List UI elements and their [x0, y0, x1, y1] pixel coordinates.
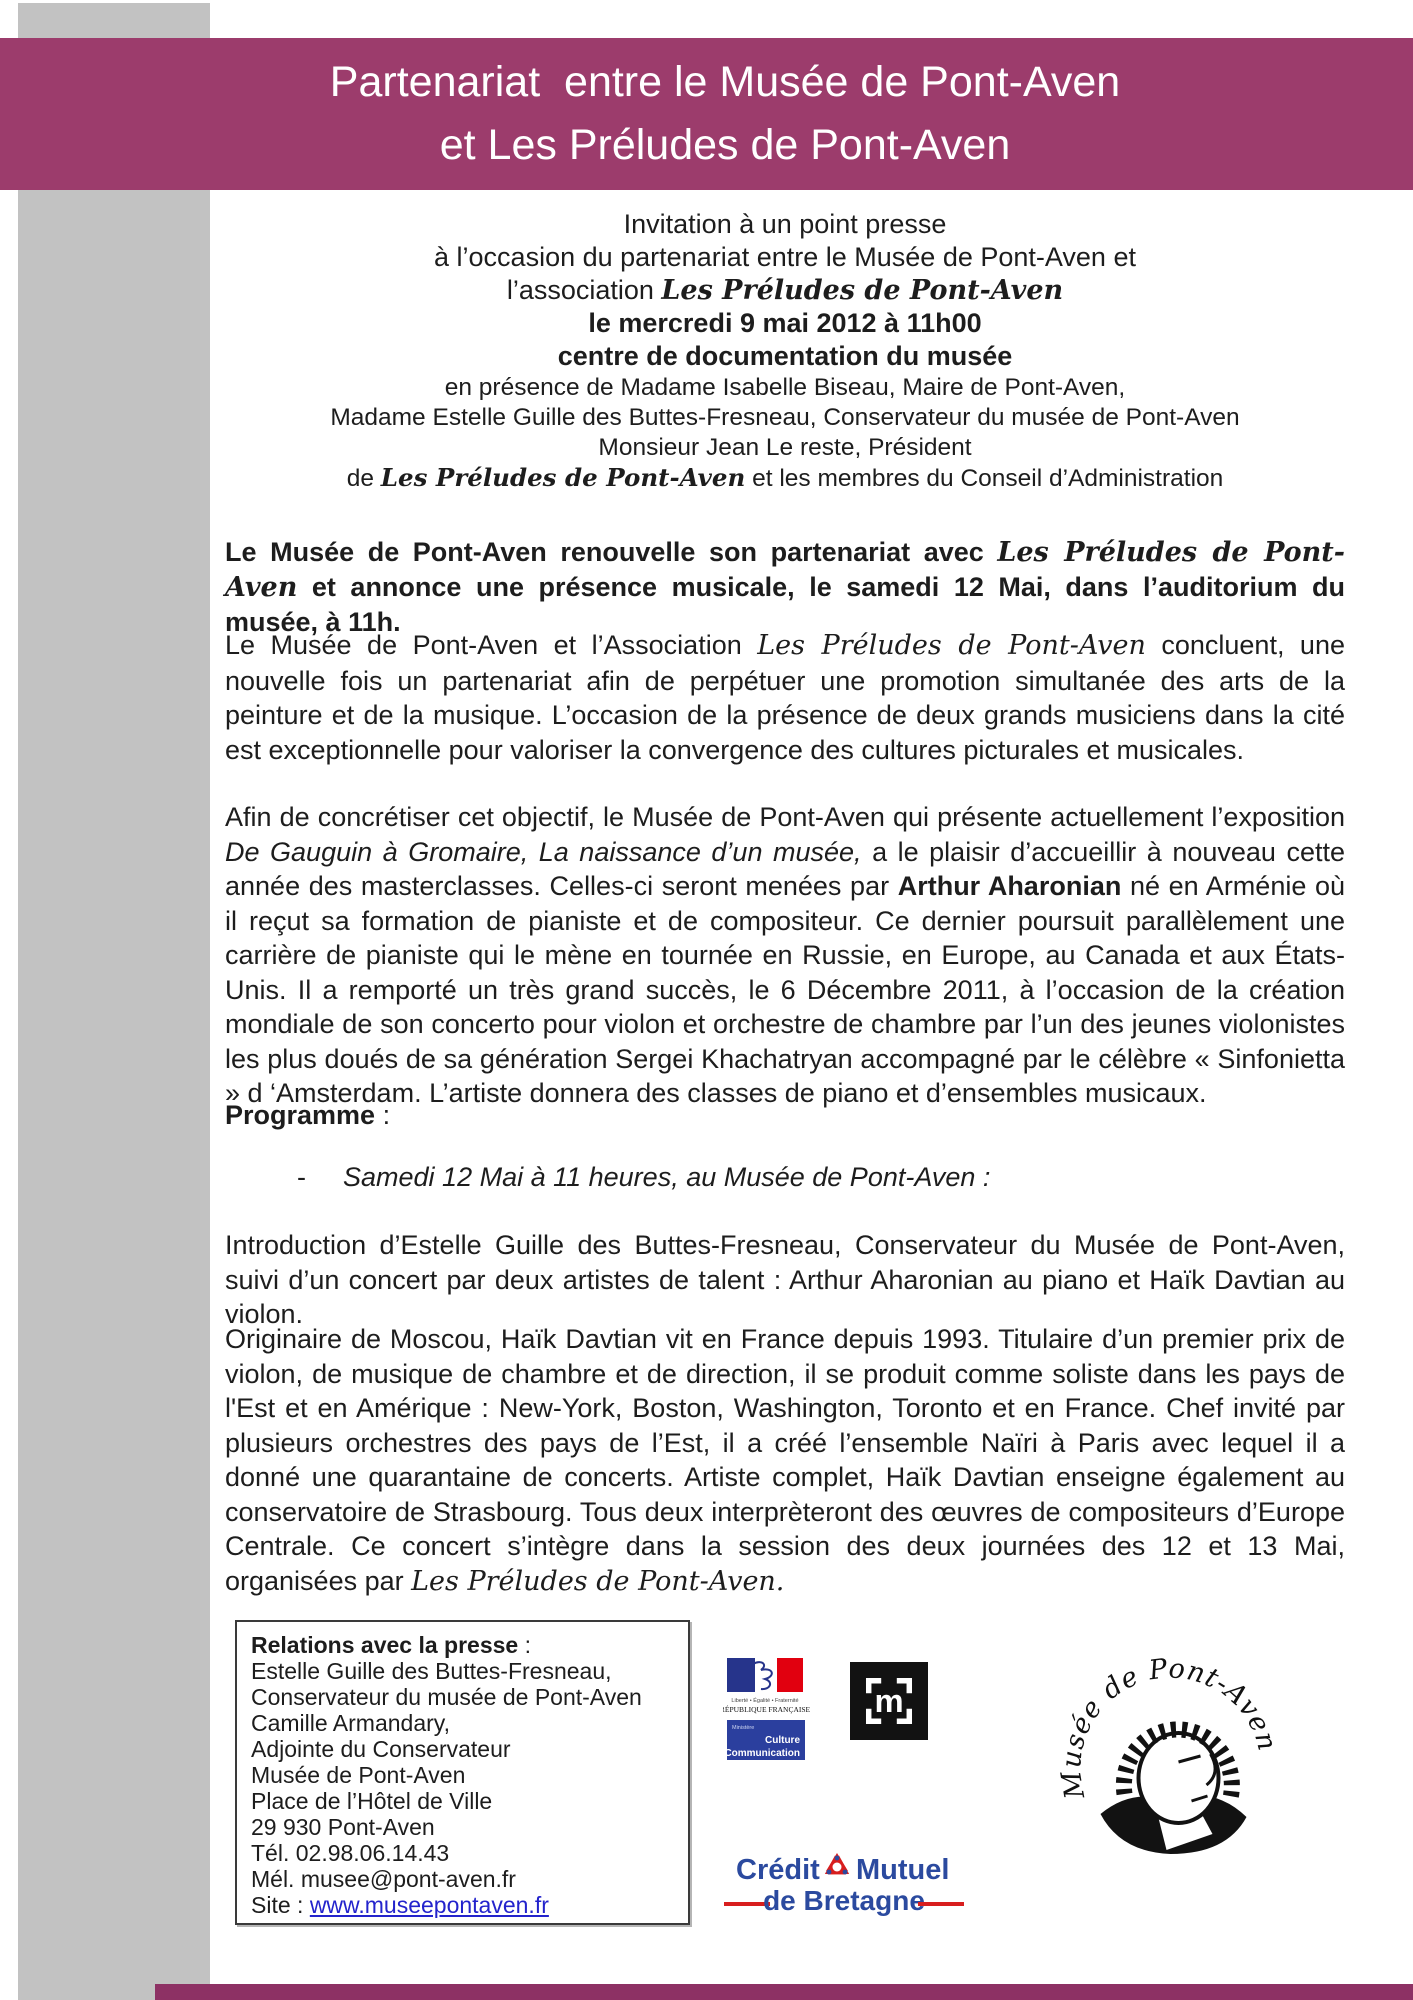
contact-line: Place de l’Hôtel de Ville — [251, 1788, 493, 1814]
invitation-line: Madame Estelle Guille des Buttes-Fresneau, Conservateur du musée de Pont-Aven — [330, 404, 1240, 431]
text-segment: Programme — [225, 1100, 376, 1130]
site-label: Site : — [251, 1892, 310, 1918]
text-segment: Les Préludes de Pont-Aven — [661, 275, 1064, 306]
programme-item-text: Samedi 12 Mai à 11 heures, au Musée de Pont-Aven : — [343, 1162, 991, 1192]
contact-line: 29 930 Pont-Aven — [251, 1814, 435, 1840]
programme-item — [225, 1162, 1345, 1193]
text-segment: De Gauguin à Gromaire, La naissance d’un musée, — [225, 836, 862, 867]
body-paragraph: Introduction d’Estelle Guille des Buttes-Fresneau, Conservateur du Musée de Pont-Aven, suivi d’un concert par deux artistes de talent : Arthur Aharonian au piano et Haïk Davtian au violon. — [225, 1230, 1345, 1329]
svg-text:Crédit: Crédit — [736, 1854, 820, 1886]
text-segment: Afin de concrétiser cet objectif, le Musée de Pont-Aven qui présente actuellement l’exposition — [225, 802, 1345, 832]
text-segment: et les membres du Conseil d’Administration — [745, 465, 1224, 492]
musee-pont-aven-icon — [1058, 1648, 1283, 1868]
culture-communication-icon — [724, 1720, 805, 1760]
text-segment: Les Préludes de Pont-Aven — [380, 463, 746, 492]
bullet-dash: - — [297, 1162, 306, 1192]
svg-text:Ministère: Ministère — [732, 1725, 755, 1731]
svg-text:Culture: Culture — [765, 1735, 800, 1746]
svg-text:RÉPUBLIQUE FRANÇAISE: RÉPUBLIQUE FRANÇAISE — [723, 1705, 811, 1714]
text-segment: Le Musée de Pont-Aven et l’Association — [225, 630, 758, 660]
text-segment: Les Préludes de Pont-Aven — [225, 537, 1345, 603]
text-segment: et annonce une présence musicale, le samedi 12 Mai, dans l’auditorium du musée, à 11h. — [225, 572, 1345, 637]
text-segment: : — [375, 1100, 391, 1130]
contact-line: Tél. 02.98.06.14.43 — [251, 1840, 450, 1866]
contact-line: Estelle Guille des Buttes-Fresneau, — [251, 1658, 612, 1684]
text-segment: a le plaisir d’accueillir à nouveau cette année des masterclasses. Celles-ci seront menées par — [225, 836, 1345, 901]
header-title-line2: et Les Préludes de Pont-Aven — [439, 121, 1011, 169]
lead-paragraph — [225, 535, 1345, 640]
body-paragraph — [225, 628, 1345, 767]
invitation-line: à l’occasion du partenariat entre le Musée de Pont-Aven et — [434, 242, 1136, 272]
svg-text:de Bretagne: de Bretagne — [763, 1885, 925, 1916]
text-segment: Originaire de Moscou, Haïk Davtian vit en France depuis 1993. Titulaire d’un premier prix de violon, de musique de chambre et de direction, il se produit comme soliste dans les pays de l'Est et en Amérique : New-York, Boston, Washington, Toronto et en France. Chef invité par plusieurs orchestres des pays de l’Est, il a créé l’ensemble Naïri à Paris avec lequel il a donné une quarantaine de concerts. Artiste complet, Haïk Davtian enseigne également au conservatoire de Strasbourg. Tous deux interprèteront des œuvres de compositeurs d’Europe Centrale. Ce concert s’intègre dans la session des deux journées des 12 et 13 Mai, organisées par — [225, 1324, 1345, 1596]
invitation-place-line: centre de documentation du musée — [557, 341, 1013, 371]
credit-mutuel-emblem-icon — [819, 1853, 854, 1884]
invitation-block — [225, 208, 1345, 494]
contact-title — [251, 1632, 674, 1658]
text-segment: né en Arménie où il reçut sa formation de pianiste et de compositeur. Ce dernier poursuit parallèlement une carrière de pianiste qui le mène en tournée en Russie, en Europe, au Canada et aux États-Unis. Il a remporté un très grand succès, le 6 Décembre 2011, à l’occasion de la création mondiale de son concerto pour violon et orchestre de chambre par l’un des jeunes violonistes les plus doués de sa génération Sergei Khachatryan accompagné par le célèbre « Sinfonietta » d ‘Amsterdam. L’artiste donnera des classes de piano et d’ensembles musicaux. — [225, 871, 1346, 1108]
programme-heading — [225, 1098, 1345, 1133]
body-paragraph — [225, 800, 1345, 1111]
invitation-line: Invitation à un point presse — [623, 209, 947, 239]
text-segment: concluent, une nouvelle fois un partenariat afin de perpétuer une promotion simultanée des arts de la peinture et de la musique. L’occasion de la présence de deux grands musiciens dans la cité est exceptionnelle pour valoriser la convergence des cultures picturales et musicales. — [225, 630, 1345, 765]
contact-site-line — [251, 1892, 674, 1918]
contact-line: Mél. musee@pont-aven.fr — [251, 1866, 516, 1892]
text-segment: Les Préludes de Pont-Aven — [757, 630, 1146, 661]
french-republic-flag-icon — [723, 1656, 813, 1774]
contact-line: Conservateur du musée de Pont-Aven — [251, 1684, 642, 1710]
invitation-date-line: le mercredi 9 mai 2012 à 11h00 — [588, 308, 982, 338]
press-contact-box — [235, 1620, 690, 1925]
header-title-line1: Partenariat entre le Musée de Pont-Aven — [329, 58, 1121, 106]
credit-mutuel-bretagne-logo — [716, 1846, 971, 1921]
website-link[interactable]: www.museepontaven.fr — [309, 1892, 549, 1918]
text-segment: Le Musée de Pont-Aven renouvelle son partenariat avec — [225, 537, 998, 567]
svg-text:Musée de Pont-Aven: Musée de Pont-Aven — [1058, 1653, 1283, 1802]
invitation-line — [225, 274, 1345, 307]
svg-text:Mutuel: Mutuel — [856, 1854, 950, 1886]
invitation-line: Monsieur Jean Le reste, Président — [598, 434, 972, 461]
svg-text:Communication: Communication — [724, 1748, 800, 1759]
contact-title-bold: Relations avec la presse — [251, 1632, 519, 1658]
m-square-icon — [850, 1662, 928, 1740]
contact-line: Camille Armandary, — [251, 1710, 450, 1736]
text-segment: Arthur Aharonian — [897, 871, 1122, 901]
contact-line: Adjointe du Conservateur — [251, 1736, 511, 1762]
header-band — [0, 38, 1413, 190]
musees-de-france-m-logo — [850, 1662, 928, 1745]
musee-pont-aven-logo — [1058, 1648, 1283, 1873]
svg-text:Liberté • Égalité • Fraternité: Liberté • Égalité • Fraternité — [731, 1698, 799, 1704]
text-segment: l’association — [506, 275, 662, 305]
sidebar-bar — [18, 3, 210, 2000]
invitation-line: en présence de Madame Isabelle Biseau, Maire de Pont-Aven, — [444, 374, 1126, 401]
invitation-line — [225, 463, 1345, 494]
contact-line: Musée de Pont-Aven — [251, 1762, 466, 1788]
text-segment: de — [346, 465, 381, 492]
text-segment: Les Préludes de Pont-Aven. — [411, 1565, 785, 1597]
contact-lines — [251, 1658, 674, 1892]
svg-text:m: m — [874, 1681, 904, 1719]
contact-title-colon: : — [518, 1632, 531, 1658]
body-paragraph — [225, 1322, 1345, 1599]
republique-francaise-logo — [723, 1656, 813, 1779]
footer-band — [155, 1984, 1413, 2000]
credit-mutuel-icon — [716, 1846, 971, 1916]
